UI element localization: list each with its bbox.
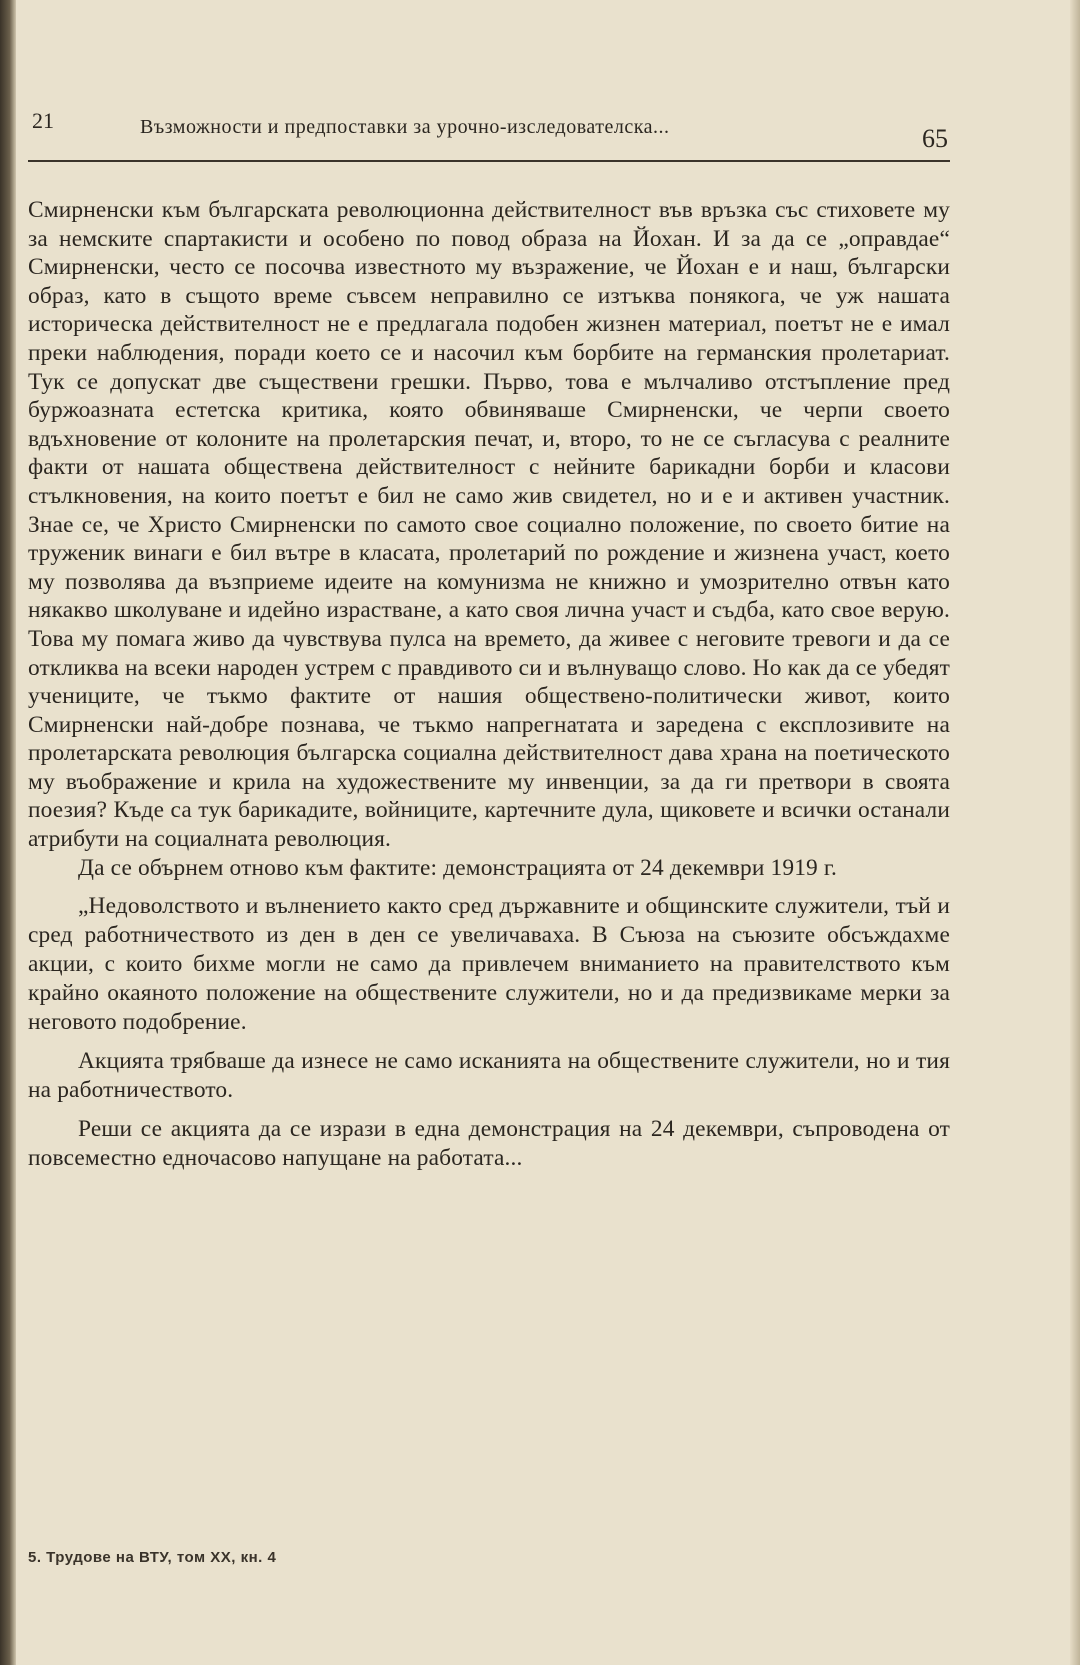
book-spine-shadow: [0, 0, 16, 1665]
body-text: [28, 162, 950, 1173]
quote-paragraph-1: „Недоволството и вълнението както сред държавните и общинските служители, тъй и сред работничеството из ден в ден се увеличаваха. В Съюза на съюзите обсъждахме акции, с които бихме могли не само да привлечем вниманието на правителството към крайно окаяното положение на обществените служители, но и да предизвикаме мерки за неговото подобрение.: [28, 893, 950, 1036]
printer-signature: 5. Трудове на ВТУ, том XX, кн. 4: [28, 1549, 277, 1566]
paragraph-2: Да се обърнем отново към фактите: демонстрацията от 24 декември 1919 г.: [78, 854, 837, 881]
quote-paragraph-3: Реши се акцията да се изрази в една демонстрация на 24 декември, съпроводена от повсеместно едночасово напущане на работата...: [28, 1116, 950, 1172]
page-edge: [1070, 0, 1080, 1665]
running-header: [28, 96, 950, 162]
running-title: Възможности и предпоставки за урочно-изследователска...: [140, 116, 670, 138]
quote-paragraph-2: Акцията трябваше да изнесе не само исканията на обществените служители, но и тия на работничеството.: [28, 1048, 950, 1104]
header-left-number: 21: [32, 108, 54, 133]
paragraph-1: Смирненски към българската революционна действителност във връзка със стиховете му за немските спартакисти и особено по повод образа на Йохан. И за да се „оправдае“ Смирненски, често се посочва известното му възражение, че Йохан е и наш, български образ, като в същото време съвсем неправилно се изтъква понякога, че уж нашата историческа действителност не е предлагала подобен жизнен материал, поетът не е имал преки наблюдения, поради което се и насочил към борбите на германския пролетариат. Тук се допускат две съществени грешки. Първо, това е мълчаливо отстъпление пред буржоазната естетска критика, която обвиняваше Смирненски, че черпи своето вдъхновение от колоните на пролетарския печат, и, второ, то не се съгласува с реалните факти от нашата обществена действителност с нейните барикадни борби и класови стълкновения, на които поетът е бил не само жив свидетел, но и е и активен участник. Знае се, че Христо Смирненски по самото свое социално положение, по своето битие на труженик винаги е бил вътре в класата, пролетарий по рождение и жизнена участ, което му позволява да възприеме идеите на комунизма не книжно и умозрително отвън като някакво школуване и идейно израстване, а като своя лична участ и съдба, като свое верую. Това му помага живо да чувствува пулса на времето, да живее с неговите тревоги и да се откликва на всеки народен устрем с правдивото си и вълнуващо слово. Но как да се убедят учениците, че тъкмо фактите от нашия обществено-политически живот, които Смирненски най-добре познава, че тъкмо напрегнатата и заредена с експлозивите на пролетарската революция българска социална действителност дава храна на поетическото му въображение и крила на художествените му инвенции, за да ги претвори в своята поезия? Къде са тук барикадите, войниците, картечните дула, щиковете и всички останали атрибути на социалната революция.: [28, 197, 950, 853]
page-number: 65: [922, 124, 948, 153]
document-page: [28, 96, 950, 1173]
